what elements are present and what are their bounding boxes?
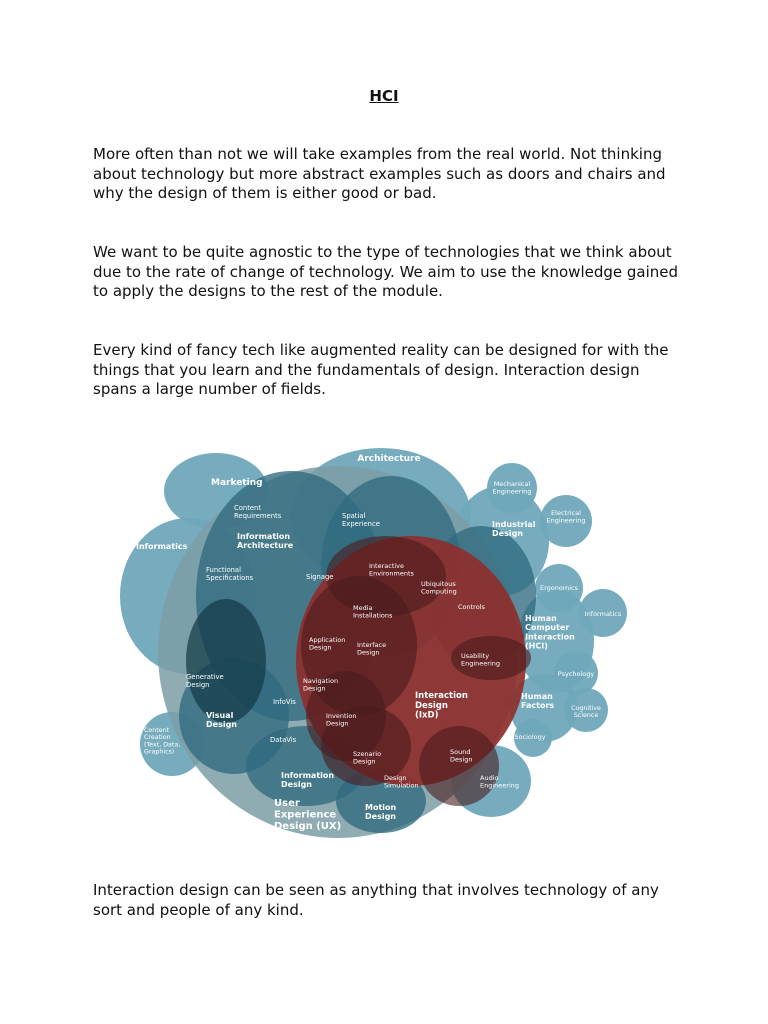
label-usability-engineering: Usability Engineering — [461, 652, 500, 668]
label-informatics-right: Informatics — [584, 610, 622, 618]
label-invention-design: Invention Design — [326, 712, 357, 728]
label-spatial-experience: Spatial Experience — [342, 512, 380, 528]
label-design-simulation: Design Simulation — [384, 774, 419, 790]
label-content-creation: Content Creation (Text, Data, Graphics) — [144, 727, 181, 756]
label-sociology: Sociology — [514, 733, 546, 741]
label-ux: User Experience Design (UX) — [274, 798, 342, 832]
label-datavis: DataVis — [270, 736, 297, 744]
document-title: HCI — [369, 87, 399, 105]
label-content-requirements: Content Requirements — [234, 504, 282, 520]
label-ubiquitous-computing: Ubiquitous Computing — [421, 580, 457, 596]
label-informatics-left: Informatics — [136, 542, 188, 551]
label-ergonomics: Ergonomics — [540, 584, 578, 592]
label-infovis: InfoVis — [273, 698, 296, 706]
label-mechanical-engineering: Mechanical Engineering — [492, 480, 532, 496]
label-audio-engineering: Audio Engineering — [480, 774, 519, 790]
label-visual-design: Visual Design — [206, 711, 237, 730]
label-controls: Controls — [458, 603, 485, 611]
label-information-design: Information Design — [281, 771, 335, 790]
label-navigation-design: Navigation Design — [303, 677, 339, 693]
label-interface-design: Interface Design — [357, 641, 387, 657]
paragraph-technology-agnostic: We want to be quite agnostic to the type of technologies that we think about due to the rate of change of technology. We aim to use the knowledge gained to apply the designs to the rest of the module. — [93, 243, 679, 300]
sound-design-area — [419, 726, 499, 806]
label-sound-design: Sound Design — [450, 748, 473, 764]
paragraph-interaction-design-summary: Interaction design can be seen as anything that involves technology of any sort and people of any kind. — [93, 881, 659, 919]
paragraph-real-world-examples: More often than not we will take examples from the real world. Not thinking about technology but more abstract examples such as doors and chairs and why the design of them is either good or bad. — [93, 145, 666, 202]
label-human-factors: Human Factors — [521, 692, 555, 711]
label-hci: Human Computer Interaction (HCI) — [525, 614, 575, 651]
label-signage: Signage — [306, 573, 334, 581]
label-marketing: Marketing — [211, 478, 263, 488]
label-cognitive-science: Cognitive Science — [571, 705, 601, 720]
label-interaction-design: Interaction Design (IxD) — [415, 691, 468, 721]
label-architecture: Architecture — [357, 454, 421, 464]
label-functional-specifications: Functional Specifications — [206, 566, 254, 582]
label-information-architecture: Information Architecture — [237, 532, 294, 551]
label-interactive-environments: Interactive Environments — [369, 562, 414, 578]
label-psychology: Psychology — [557, 670, 595, 678]
interaction-design-disciplines-diagram — [116, 446, 636, 846]
label-electrical-engineering: Electrical Engineering — [546, 509, 586, 525]
label-application-design: Application Design — [309, 636, 346, 652]
paragraph-fancy-tech: Every kind of fancy tech like augmented reality can be designed for with the things that you learn and the fundamentals of design. Interaction design spans a large number of fields. — [93, 341, 669, 398]
label-motion-design: Motion Design — [365, 803, 397, 822]
label-industrial-design: Industrial Design — [492, 520, 536, 539]
label-scenario-design: Szenario Design — [353, 750, 382, 766]
generative-design-area — [186, 599, 266, 723]
label-media-installations: Media Installations — [353, 604, 393, 620]
label-generative-design: Generative Design — [186, 673, 224, 689]
